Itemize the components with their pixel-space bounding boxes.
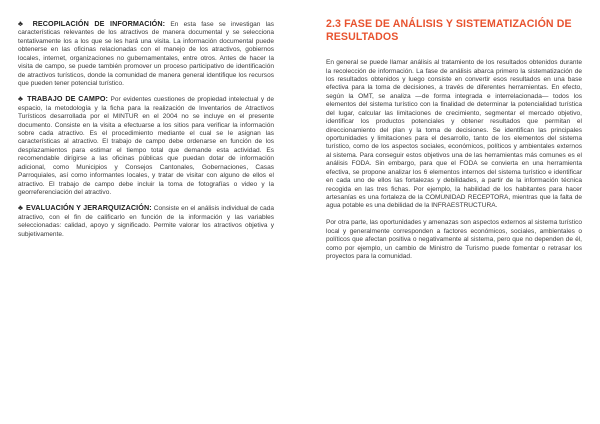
section-trabajo-de-campo <box>18 95 274 197</box>
body-paragraph: En general se puede llamar análisis al tratamiento de los resultados obtenidos durante la recolección de información. La fase de análisis abarca primero la sistematización de los resultados obtenidos y luego consiste en convertir esos resultados en una base efectiva para la toma de decisiones, a través de diferentes herramientas. En efecto, según la OMT, se analiza —de forma integrada e interrelacionada— todos los elementos del sistema turístico con la finalidad de determinar la potencialidad turística del lugar, calcular las limitaciones de crecimiento, segmentar el mercado objetivo, identificar los productos potenciales y obtener resultados que permitan el direccionamiento del plan y la toma de decisiones. Se identifican las principales oportunidades y limitaciones para el desarrollo, tanto de los elementos del sistema turístico, como de los aspectos sociales, económicos, políticos y ambientales externos al sistema. Para conseguir estos objetivos una de las herramientas más comunes es el análisis FODA. Sin embargo, para que el FODA se convierta en una herramienta efectiva, se propone analizar los 6 elementos internos del sistema turístico e identificar en cada uno de ellos las fortalezas y debilidades, a partir de la información técnica recogida en las tres fichas. Por ejemplo, la habilidad de los habitantes para hacer artesanías es una fortaleza de la COMUNIDAD RECEPTORA, mientras que la falta de agua potable es una debilidad de la INFRAESTRUCTURA. <box>326 59 582 210</box>
section-evaluacion <box>18 204 274 239</box>
club-suit-icon: ♣ <box>18 203 24 213</box>
section-text: En esta fase se investigan las características relevantes de los atractivos de manera documental y se selecciona tentativamente los a los que se les hará una visita. La información documental puede obtenerse en las oficinas relacionadas con el manejo de los atractivos, gobiernos locales, internet, organizaciones no gubernamentales, entre otros. Antes de hacer la visita de campo, se puede también promover un proceso participativo de identificación de atractivos turísticos, donde la comunidad de manera general identifique los recursos que pueden tener potencial turístico. <box>18 21 275 87</box>
section-recopilacion <box>18 20 274 88</box>
section-title: RECOPILACIÓN DE INFORMACIÓN: <box>32 19 166 28</box>
section-heading: 2.3 FASE DE ANÁLISIS Y SISTEMATIZACIÓN DE RESULTADOS <box>326 18 572 43</box>
section-title: EVALUACIÓN Y JERARQUIZACIÓN: <box>26 203 152 213</box>
left-column <box>18 20 274 246</box>
club-suit-icon: ♣ <box>18 19 27 28</box>
club-suit-icon: ♣ <box>18 94 24 104</box>
right-column <box>326 18 582 270</box>
section-title: TRABAJO DE CAMPO: <box>27 94 109 104</box>
section-text: Consiste en el análisis individual de cada atractivo, con el fin de calificarlo en función de la información y las variables seleccionadas: calidad, apoyo y significado. Permite valorar los atractivos objetiva y subjetivamente. <box>18 205 274 238</box>
section-text: Por evidentes cuestiones de propiedad intelectual y de espacio, la metodología y la ficha para la realización de Inventarios de Atractivos Turísticos desarrollada por el MINTUR en el 2004 no se incluye en el presente documento. Consiste en la visita a efectuarse a los sitios para verificar la información sobre cada atractivo. Es el procedimiento mediante el cual se le asignan las características al atractivo. El trabajo de campo debe ordenarse en función de los desplazamientos para estimar el tiempo total que demande esta actividad. Es recomendable dirigirse a las oficinas públicas que puedan dotar de información adicional, como Municipios y Consejos Cantonales, Gobernaciones, Casas Parroquiales, así como informantes locales, y tratar de visitar con alguno de ellos el atractivo. El trabajo de campo debe incluir la toma de fotografías o video y la georreferenciación del atractivo. <box>18 96 274 197</box>
body-paragraph: Por otra parte, las oportunidades y amenazas son aspectos externos al sistema turístico local y generalmente corresponden a factores económicos, sociales, ambientales o políticos que afectan positiva o negativamente al sistema, pero que no dependen de él, como por ejemplo, un cambio de Ministro de Turismo puede fomentar o retrasar los proyectos para la comunidad. <box>326 219 582 260</box>
